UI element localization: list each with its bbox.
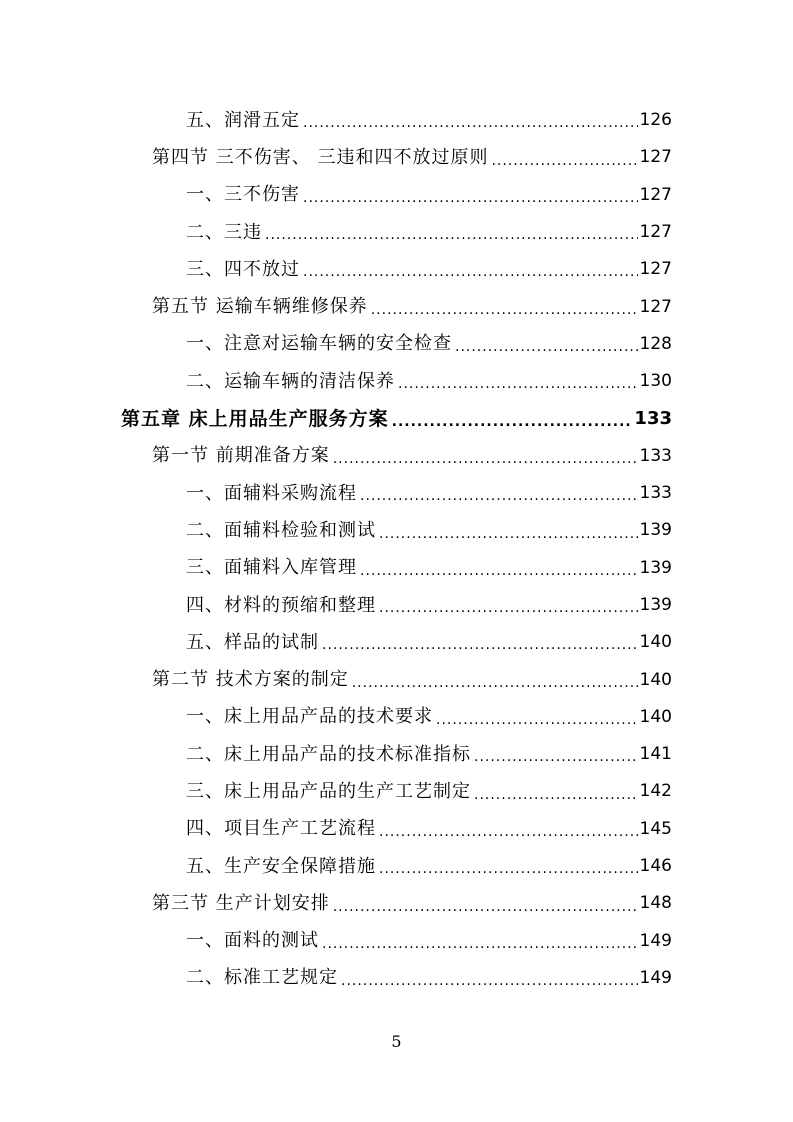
toc-entry-page: 146: [639, 856, 672, 877]
toc-entry-item[interactable]: [0, 699, 672, 736]
toc-entry-title: 一、面辅料采购流程: [186, 482, 357, 504]
toc-entry-page: 149: [639, 930, 672, 951]
toc-entry-item[interactable]: [0, 923, 672, 960]
toc-entry-page: 148: [639, 893, 672, 914]
toc-entry-page: 127: [639, 147, 672, 168]
dot-leader: [392, 415, 633, 438]
toc-entry-page: 127: [639, 259, 672, 280]
dot-leader: [360, 489, 638, 512]
toc-entry-title: 二、三违: [186, 221, 262, 243]
dot-leader: [371, 303, 638, 326]
toc-entry-title: 三、四不放过: [186, 258, 300, 280]
toc-entry-item[interactable]: [0, 251, 672, 288]
toc-entry-title: 三、面辅料入库管理: [186, 557, 357, 579]
dot-leader: [379, 825, 638, 848]
toc-entry-item[interactable]: [0, 214, 672, 251]
toc-entry-page: 140: [639, 706, 672, 727]
toc-entry-item[interactable]: [0, 475, 672, 512]
dot-leader: [474, 750, 638, 773]
toc-entry-item[interactable]: [0, 102, 672, 139]
toc-entry-title: 二、运输车辆的清洁保养: [186, 370, 395, 392]
toc-entry-page: 140: [639, 669, 672, 690]
toc-entry-item[interactable]: [0, 624, 672, 661]
toc-entry-title: 第四节 三不伤害、 三违和四不放过原则: [152, 146, 489, 168]
dot-leader: [322, 937, 638, 960]
toc-entry-page: 128: [639, 333, 672, 354]
toc-entry-item[interactable]: [0, 811, 672, 848]
toc-entry-title: 第一节 前期准备方案: [152, 445, 330, 467]
dot-leader: [322, 638, 638, 661]
toc-entry-chapter[interactable]: [0, 400, 672, 437]
toc-entry-item[interactable]: [0, 512, 672, 549]
toc-entry-title: 四、项目生产工艺流程: [186, 818, 376, 840]
dot-leader: [333, 452, 638, 475]
toc-entry-item[interactable]: [0, 960, 672, 997]
toc-entry-title: 一、面料的测试: [186, 930, 319, 952]
dot-leader: [333, 900, 638, 923]
toc-entry-page: 139: [639, 520, 672, 541]
dot-leader: [265, 228, 638, 251]
toc-entry-title: 第五节 运输车辆维修保养: [152, 296, 368, 318]
toc-entry-section[interactable]: [0, 288, 672, 325]
toc-entry-title: 第三节 生产计划安排: [152, 892, 330, 914]
toc-entry-section[interactable]: [0, 661, 672, 698]
toc-entry-page: 141: [639, 744, 672, 765]
toc-entry-page: 139: [639, 557, 672, 578]
toc-entry-title: 三、床上用品产品的生产工艺制定: [186, 780, 471, 802]
toc-entry-item[interactable]: [0, 773, 672, 810]
toc-entry-page: 145: [639, 818, 672, 839]
page-number: 5: [391, 1032, 402, 1051]
dot-leader: [352, 676, 638, 699]
toc-entry-title: 二、床上用品产品的技术标准指标: [186, 743, 471, 765]
dot-leader: [436, 713, 638, 736]
toc-entry-item[interactable]: [0, 177, 672, 214]
toc-entry-title: 五、样品的试制: [186, 631, 319, 653]
toc-entry-title: 第五章 床上用品生产服务方案: [121, 407, 389, 430]
toc-entry-page: 139: [639, 595, 672, 615]
toc-entry-title: 一、三不伤害: [186, 184, 300, 206]
toc-entry-title: 第二节 技术方案的制定: [152, 669, 349, 691]
dot-leader: [360, 564, 638, 587]
toc-entry-page: 142: [639, 781, 672, 802]
toc-entry-title: 五、生产安全保障措施: [186, 855, 376, 877]
toc-entry-section[interactable]: [0, 139, 672, 176]
toc-entry-item[interactable]: [0, 326, 672, 363]
toc-entry-page: 126: [639, 110, 672, 131]
toc-entry-title: 五、润滑五定: [186, 109, 300, 131]
toc-entry-page: 130: [639, 371, 672, 392]
dot-leader: [455, 340, 638, 363]
toc-entry-title: 四、材料的预缩和整理: [186, 594, 376, 616]
toc-entry-page: 127: [639, 222, 672, 243]
toc-entry-item[interactable]: [0, 363, 672, 400]
dot-leader: [379, 527, 638, 550]
dot-leader: [379, 862, 638, 885]
table-of-contents: [0, 102, 793, 997]
toc-entry-title: 一、注意对运输车辆的安全检查: [186, 333, 452, 355]
dot-leader: [303, 265, 638, 288]
toc-entry-page: 127: [639, 296, 672, 317]
toc-entry-page: 127: [639, 184, 672, 205]
toc-entry-title: 二、面辅料检验和测试: [186, 519, 376, 541]
toc-entry-page: 133: [639, 445, 672, 466]
toc-entry-title: 一、床上用品产品的技术要求: [186, 706, 433, 728]
toc-entry-page: 133: [634, 408, 672, 430]
toc-entry-section[interactable]: [0, 885, 672, 922]
toc-entry-section[interactable]: [0, 438, 672, 475]
dot-leader: [491, 154, 637, 177]
toc-entry-item[interactable]: [0, 550, 672, 587]
dot-leader: [398, 377, 638, 400]
toc-entry-page: 133: [639, 483, 672, 504]
toc-entry-item[interactable]: [0, 587, 672, 624]
toc-entry-page: 149: [639, 967, 672, 988]
toc-entry-item[interactable]: [0, 736, 672, 773]
toc-entry-item[interactable]: [0, 848, 672, 885]
dot-leader: [303, 191, 638, 214]
dot-leader: [303, 116, 638, 139]
dot-leader: [341, 974, 638, 997]
dot-leader: [379, 601, 638, 624]
toc-entry-page: 140: [639, 632, 672, 653]
toc-entry-title: 二、标准工艺规定: [186, 967, 338, 989]
dot-leader: [474, 788, 638, 811]
